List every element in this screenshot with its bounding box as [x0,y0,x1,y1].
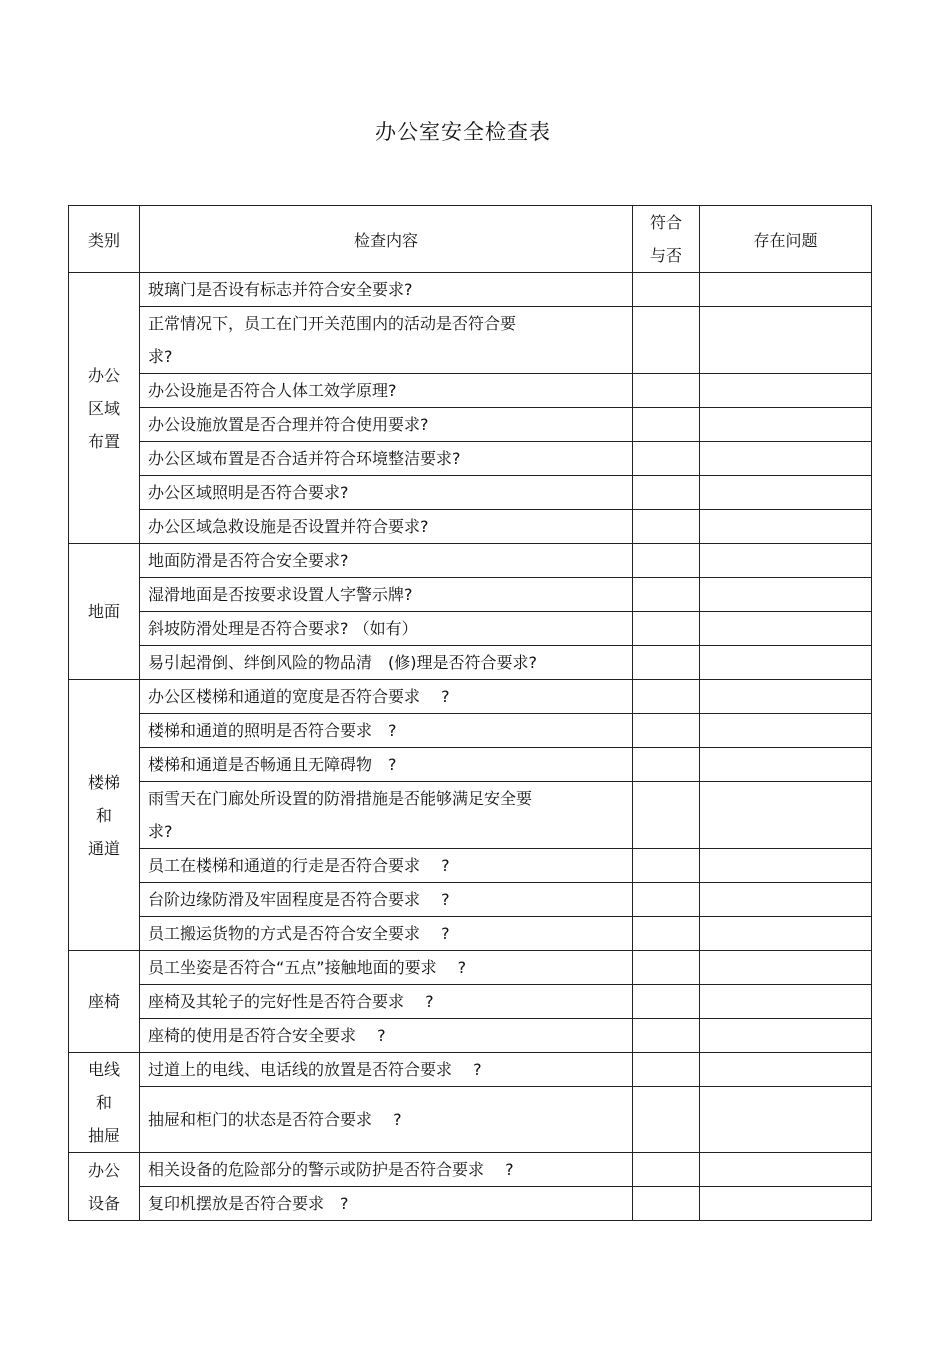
table-row [69,951,872,985]
conform-cell[interactable] [633,985,700,1019]
check-item-cell [140,544,633,578]
issues-cell[interactable] [700,1053,872,1087]
check-item-cell [140,408,633,442]
check-item-text: 求? [148,347,173,366]
check-item-cell [140,1153,633,1187]
conform-cell[interactable] [633,374,700,408]
check-item-text: 斜坡防滑处理是否符合要求? （如有） [148,619,418,638]
check-item-text: 员工坐姿是否符合“五点”接触地面的要求 ? [148,958,467,977]
table-row [69,374,872,408]
table-row [69,510,872,544]
table-row [69,714,872,748]
issues-cell[interactable] [700,646,872,680]
conform-cell[interactable] [633,307,700,374]
category-label: 抽屉 [87,1126,120,1145]
category-label: 办公 [87,365,120,385]
table-row [69,408,872,442]
check-item-text: 求? [148,822,173,841]
category-label: 和 [95,805,112,825]
check-item-text: 办公区域布置是否合适并符合环境整洁要求? [148,449,461,468]
category-label: 和 [95,1093,112,1112]
check-item-cell [140,1019,633,1053]
check-item-text: 办公设施是否符合人体工效学原理? [148,381,397,400]
table-row [69,883,872,917]
check-item-text: 易引起滑倒、绊倒风险的物品清 (修)理是否符合要求? [148,653,537,672]
check-item-text: 玻璃门是否设有标志并符合安全要求? [148,280,413,299]
category-label: 座椅 [87,992,120,1011]
conform-cell[interactable] [633,544,700,578]
check-item-cell [140,273,633,307]
table-row [69,680,872,714]
check-item-cell [140,680,633,714]
table-row [69,442,872,476]
issues-cell[interactable] [700,307,872,374]
issues-cell[interactable] [700,680,872,714]
table-body [69,273,872,1221]
check-item-cell [140,476,633,510]
category-cell [69,951,140,1053]
table-row [69,273,872,307]
check-item-text: 员工搬运货物的方式是否符合安全要求 ? [148,924,450,943]
table-row [69,578,872,612]
check-item-text: 正常情况下，员工在门开关范围内的活动是否符合要 [148,314,517,333]
issues-cell[interactable] [700,1087,872,1153]
check-item-text: 抽屉和柜门的状态是否符合要求 ? [148,1110,402,1129]
conform-cell[interactable] [633,951,700,985]
issues-cell[interactable] [700,1153,872,1187]
check-item-text: 雨雪天在门廊处所设置的防滑措施是否能够满足安全要 [148,789,533,808]
table-row [69,544,872,578]
conform-cell[interactable] [633,680,700,714]
issues-cell[interactable] [700,714,872,748]
table-row [69,476,872,510]
header-conform-line1: 符合 [649,213,682,232]
check-item-text: 复印机摆放是否符合要求 ? [148,1194,349,1213]
issues-cell[interactable] [700,782,872,849]
header-conform [633,206,700,273]
category-cell [69,544,140,680]
conform-cell[interactable] [633,748,700,782]
table-row [69,748,872,782]
issues-cell[interactable] [700,917,872,951]
check-item-cell [140,646,633,680]
conform-cell[interactable] [633,1053,700,1087]
check-item-text: 座椅及其轮子的完好性是否符合要求 ? [148,992,434,1011]
check-item-cell [140,714,633,748]
check-item-text: 台阶边缘防滑及牢固程度是否符合要求 ? [148,890,450,909]
header-content: 检查内容 [140,206,633,273]
issues-cell[interactable] [700,408,872,442]
check-item-cell [140,985,633,1019]
table-row [69,849,872,883]
issues-cell[interactable] [700,951,872,985]
check-item-text: 湿滑地面是否按要求设置人字警示牌? [148,585,413,604]
table-row [69,307,872,374]
conform-cell[interactable] [633,646,700,680]
category-label: 通道 [87,838,120,858]
issues-cell[interactable] [700,510,872,544]
issues-cell[interactable] [700,748,872,782]
check-item-text: 办公区楼梯和通道的宽度是否符合要求 ? [148,687,450,706]
check-item-text: 过道上的电线、电话线的放置是否符合要求 ? [148,1060,482,1079]
issues-cell[interactable] [700,442,872,476]
issues-cell[interactable] [700,578,872,612]
header-issues: 存在问题 [700,206,872,273]
issues-cell[interactable] [700,883,872,917]
issues-cell[interactable] [700,374,872,408]
conform-cell[interactable] [633,476,700,510]
category-label: 办公 [87,1160,120,1180]
conform-cell[interactable] [633,917,700,951]
conform-cell[interactable] [633,782,700,849]
conform-cell[interactable] [633,883,700,917]
check-item-cell [140,374,633,408]
table-row [69,1153,872,1187]
check-item-cell [140,612,633,646]
conform-cell[interactable] [633,1019,700,1053]
conform-cell[interactable] [633,442,700,476]
check-item-cell [140,578,633,612]
conform-cell[interactable] [633,1153,700,1187]
table-row [69,917,872,951]
check-item-text: 办公区域急救设施是否设置并符合要求? [148,517,429,536]
check-item-cell [140,917,633,951]
page-title: 办公室安全检查表 [375,120,551,144]
table-row [69,1087,872,1153]
check-item-cell [140,782,633,849]
check-item-cell [140,748,633,782]
table-row [69,782,872,849]
check-item-text: 楼梯和通道的照明是否符合要求 ? [148,721,397,740]
check-item-cell [140,1187,633,1221]
table-row [69,646,872,680]
conform-cell[interactable] [633,714,700,748]
conform-cell[interactable] [633,408,700,442]
table-row [69,985,872,1019]
conform-cell[interactable] [633,612,700,646]
issues-cell[interactable] [700,544,872,578]
issues-cell[interactable] [700,985,872,1019]
issues-cell[interactable] [700,849,872,883]
check-item-cell [140,849,633,883]
header-conform-line2: 与否 [649,246,682,265]
conform-cell[interactable] [633,510,700,544]
category-label: 设备 [87,1193,120,1213]
category-label: 布置 [87,431,120,451]
issues-cell[interactable] [700,1019,872,1053]
check-item-text: 员工在楼梯和通道的行走是否符合要求 ? [148,856,450,875]
issues-cell[interactable] [700,476,872,510]
category-cell [69,1053,140,1153]
table-row [69,612,872,646]
category-cell [69,273,140,544]
issues-cell[interactable] [700,1187,872,1221]
conform-cell[interactable] [633,849,700,883]
check-item-text: 座椅的使用是否符合安全要求 ? [148,1026,386,1045]
inspection-table [68,205,872,1221]
table-row [69,1053,872,1087]
issues-cell[interactable] [700,612,872,646]
check-item-text: 相关设备的危险部分的警示或防护是否符合要求 ? [148,1160,514,1179]
conform-cell[interactable] [633,1087,700,1153]
check-item-text: 楼梯和通道是否畅通且无障碍物 ? [148,755,397,774]
category-label: 区域 [87,398,120,418]
header-category: 类别 [69,206,140,273]
conform-cell[interactable] [633,1187,700,1221]
table-row [69,1187,872,1221]
check-item-text: 办公设施放置是否合理并符合使用要求? [148,415,429,434]
check-item-cell [140,442,633,476]
check-item-cell [140,1053,633,1087]
conform-cell[interactable] [633,273,700,307]
check-item-cell [140,510,633,544]
table-header-row [69,206,872,273]
check-item-cell [140,307,633,374]
category-cell [69,1153,140,1221]
check-item-cell [140,1087,633,1153]
category-label: 楼梯 [87,772,120,792]
category-label: 地面 [87,602,120,621]
check-item-cell [140,951,633,985]
check-item-text: 办公区域照明是否符合要求? [148,483,349,502]
category-cell [69,680,140,951]
issues-cell[interactable] [700,273,872,307]
check-item-text: 地面防滑是否符合安全要求? [148,551,349,570]
category-label: 电线 [87,1060,120,1079]
conform-cell[interactable] [633,578,700,612]
table-row [69,1019,872,1053]
check-item-cell [140,883,633,917]
